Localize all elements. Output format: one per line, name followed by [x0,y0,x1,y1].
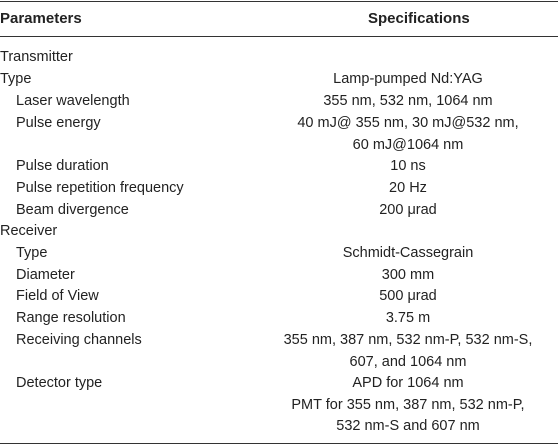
parameter-cell: Pulse duration [16,158,109,174]
specification-cell: 355 nm, 387 nm, 532 nm-P, 532 nm-S, 607, and 1064 nm [283,332,533,370]
section-label-transmitter: Transmitter [0,49,73,65]
parameter-cell: Detector type [16,375,103,391]
column-header-specifications: Specifications [368,10,470,27]
header-rule [0,36,558,37]
specification-cell: 3.75 m [385,310,431,326]
table-bottom-rule [0,443,558,444]
parameter-cell: Receiving channels [16,332,142,348]
specification-cell: 10 ns [390,158,426,174]
specification-cell: 40 mJ@ 355 nm, 30 mJ@532 nm, 60 mJ@1064 nm [297,115,519,153]
specification-cell: 200 μrad [379,202,437,218]
column-header-parameters: Parameters [0,10,82,27]
parameter-cell: Laser wavelength [16,93,130,109]
parameter-cell: Type [0,71,32,87]
parameter-cell: Field of View [16,288,99,304]
parameter-cell: Type [16,245,48,261]
parameter-cell: Diameter [16,267,75,283]
table-top-rule [0,1,558,2]
specification-cell: APD for 1064 nm PMT for 355 nm, 387 nm, 532 nm-P, 532 nm-S and 607 nm [291,375,525,434]
specification-cell: 300 mm [381,267,435,283]
parameter-cell: Beam divergence [16,202,129,218]
parameter-cell: Pulse energy [16,115,101,131]
specification-cell: Schmidt-Cassegrain [342,245,474,261]
section-label-receiver: Receiver [0,223,58,239]
specification-cell: 20 Hz [389,180,427,196]
specification-cell: 355 nm, 532 nm, 1064 nm [323,93,493,109]
parameter-cell: Pulse repetition frequency [16,180,184,196]
parameter-cell: Range resolution [16,310,126,326]
specification-cell: 500 μrad [379,288,437,304]
specification-cell: Lamp-pumped Nd:YAG [333,71,483,87]
